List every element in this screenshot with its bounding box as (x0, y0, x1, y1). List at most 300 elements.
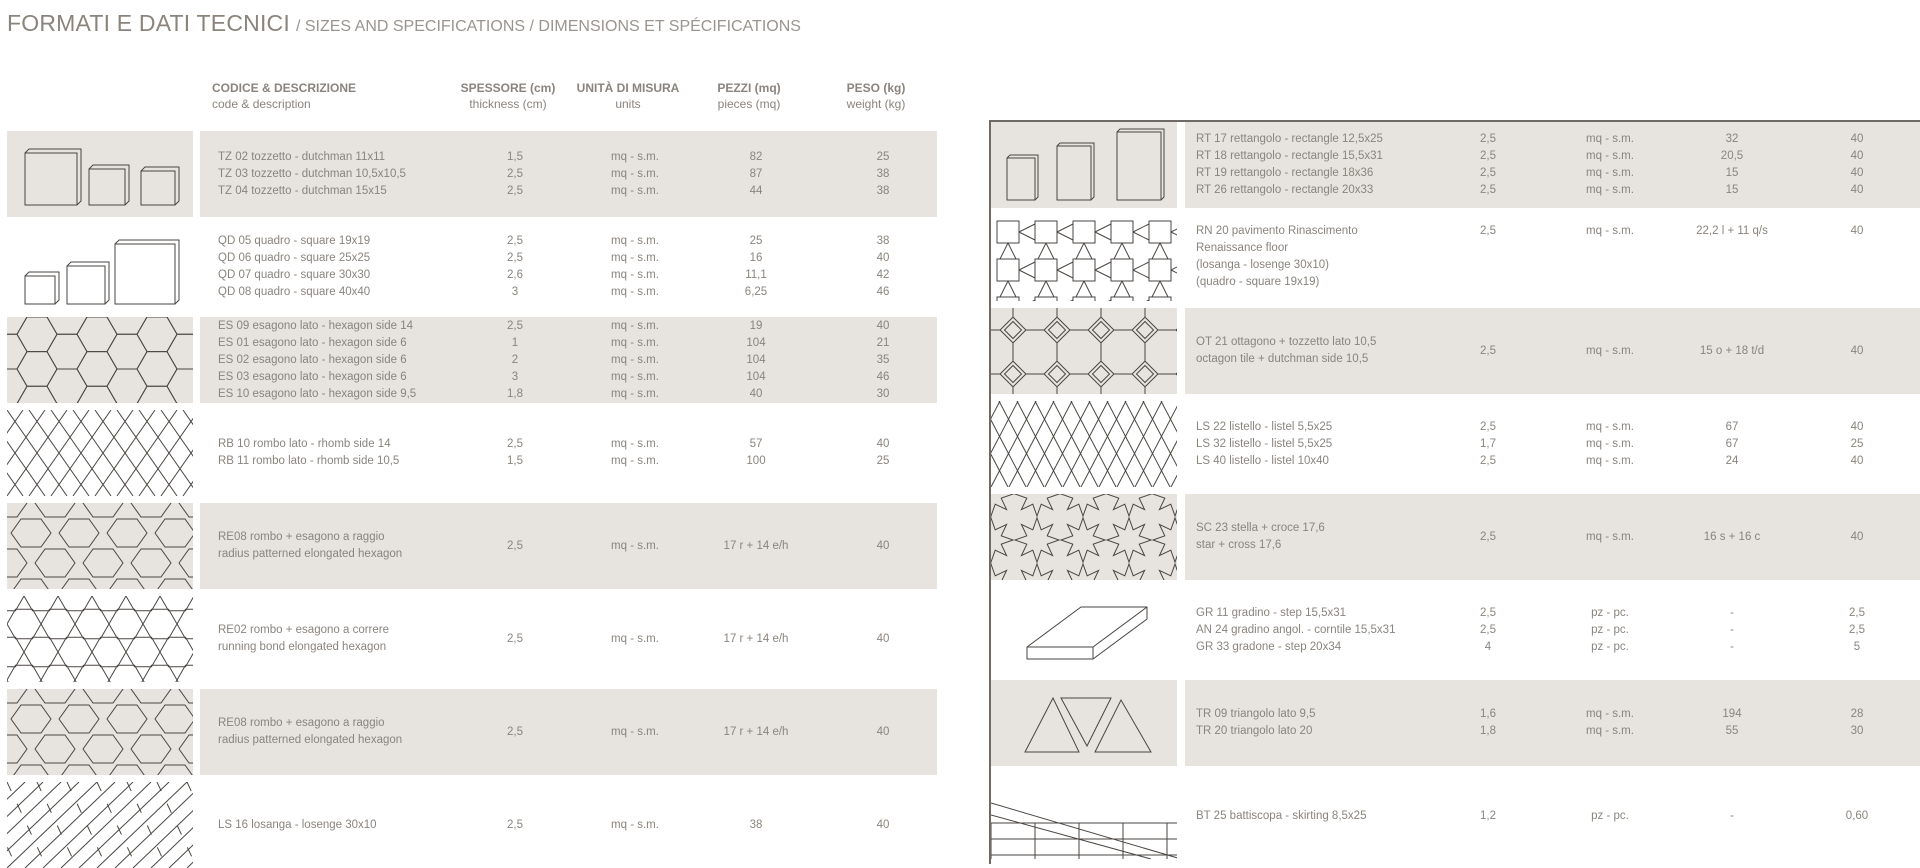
row-data (1185, 122, 1920, 208)
thickness-value (1480, 773, 1496, 859)
units-value-line: mq - s.m. (1586, 167, 1634, 179)
weight-value-line: 42 (876, 269, 890, 281)
units-value-line: mq - s.m. (611, 370, 659, 383)
code-description-line: TR 09 triangolo lato 9,5 (1196, 708, 1316, 720)
row-data (200, 131, 937, 217)
title-main: FORMATI E DATI TECNICI (7, 10, 290, 36)
pieces-value (750, 782, 763, 868)
units-value-line: mq - s.m. (1586, 184, 1634, 196)
code-description-line: LS 40 listello - listel 10x40 (1196, 454, 1329, 467)
pieces-value-line: 15 o + 18 t/d (1699, 344, 1765, 357)
weight-value (877, 410, 890, 496)
thickness-value-line: 1,2 (1480, 809, 1496, 822)
code-description-line: OT 21 ottagono + tozzetto lato 10,5 (1196, 336, 1377, 348)
code-description-line: LS 16 losanga - losenge 30x10 (218, 818, 377, 831)
code-description-line: QD 05 quadro - square 19x19 (218, 235, 371, 247)
thickness-value (1480, 680, 1496, 766)
code-description-line: radius patterned elongated hexagon (218, 734, 403, 746)
pieces-value-line: 17 r + 14 e/h (723, 539, 789, 552)
thickness-value-line: 4 (1484, 640, 1492, 653)
weight-value-line: 40 (1850, 150, 1864, 162)
units-value-line: mq - s.m. (611, 336, 659, 349)
code-description-line: RT 18 rettangolo - rectangle 15,5x31 (1196, 150, 1383, 162)
header-pieces: PEZZI (mq) pieces (mq) (717, 81, 781, 111)
weight-value-line: 40 (876, 539, 890, 552)
weight-value-line: 40 (1850, 167, 1864, 179)
units-value-line: mq - s.m. (1586, 150, 1634, 162)
losenge-pattern-icon (7, 782, 193, 868)
units-value-line: mq - s.m. (611, 353, 659, 366)
pieces-value (1700, 308, 1764, 394)
row-data (200, 410, 937, 496)
pieces-value-line: 16 (749, 252, 763, 264)
code-description-line: GR 11 gradino - step 15,5x31 (1196, 606, 1347, 619)
weight-value-line: 40 (1850, 133, 1864, 145)
units-value-line: mq - s.m. (611, 319, 659, 332)
weight-value (1846, 773, 1868, 859)
table-row (991, 122, 1920, 208)
weight-value-line: 40 (1850, 184, 1864, 196)
thickness-value-line: 2,5 (1480, 623, 1496, 636)
pieces-value-line: 55 (1725, 725, 1739, 737)
code-description-line: AN 24 gradino angol. - corntile 15,5x31 (1196, 623, 1396, 636)
weight-value-line: 30 (876, 387, 890, 400)
code-description-line: QD 07 quadro - square 30x30 (218, 269, 371, 281)
units-value-line: mq - s.m. (611, 455, 659, 467)
thickness-value-line: 2,5 (507, 438, 523, 450)
units-value-line: pz - pc. (1591, 606, 1629, 619)
thickness-value (1480, 308, 1496, 394)
rhomb-pattern-icon (7, 410, 193, 496)
weight-value (1851, 401, 1864, 487)
thickness-value-line: 1,6 (1480, 708, 1496, 720)
code-description (218, 596, 389, 682)
pieces-value-line: 67 (1725, 420, 1739, 433)
hexagon-pattern-icon (7, 317, 193, 403)
radius-hexagon-pattern-icon (7, 503, 193, 589)
row-data (1185, 308, 1920, 394)
header-code: CODICE & DESCRIZIONE code & description (212, 81, 357, 111)
units-value-line: mq - s.m. (611, 167, 659, 180)
row-data (200, 503, 937, 589)
row-data (1185, 215, 1920, 301)
weight-value (877, 224, 890, 310)
triangle-tiles-icon (991, 680, 1177, 766)
code-description-line: ES 10 esagono lato - hexagon side 9,5 (218, 387, 417, 400)
units-value-line: mq - s.m. (611, 252, 659, 264)
units-value (1586, 680, 1634, 766)
weight-value (1851, 122, 1864, 208)
weight-value-line: 40 (1850, 420, 1864, 433)
thickness-value-line: 1,8 (507, 387, 523, 400)
table-row (991, 680, 1920, 766)
code-description-line: ES 09 esagono lato - hexagon side 14 (218, 319, 414, 332)
weight-value-line: 40 (876, 438, 890, 450)
thickness-value-line: 2,5 (507, 632, 523, 645)
units-value (611, 317, 659, 403)
pieces-value-line: - (1730, 623, 1734, 636)
units-value (1586, 401, 1634, 487)
pieces-value (746, 317, 765, 403)
pieces-value-line: 16 s + 16 c (1703, 530, 1761, 543)
rectangle-tiles-icon (991, 122, 1177, 208)
weight-value-line: 40 (1850, 530, 1864, 543)
units-value (1586, 494, 1634, 580)
units-value-line: mq - s.m. (611, 632, 659, 645)
thickness-value-line: 2 (511, 353, 519, 366)
thickness-value-line: 2,5 (507, 818, 523, 831)
code-description (1196, 494, 1325, 580)
code-description-line: SC 23 stella + croce 17,6 (1196, 522, 1325, 534)
thickness-value-line: 2,5 (1480, 606, 1496, 619)
thickness-value (507, 317, 523, 403)
thickness-value (507, 689, 523, 775)
thickness-value-line: 3 (511, 370, 519, 383)
units-value (611, 689, 659, 775)
table-row (7, 224, 937, 310)
weight-value (877, 782, 890, 868)
units-value (611, 596, 659, 682)
pieces-value-line: 82 (749, 150, 763, 163)
units-value-line: mq - s.m. (1586, 437, 1634, 450)
code-description-line: RB 10 rombo lato - rhomb side 14 (218, 438, 391, 450)
pieces-value-line: 67 (1725, 437, 1739, 450)
thickness-value-line: 1,8 (1480, 725, 1496, 737)
table-row (7, 503, 937, 589)
units-value-line: mq - s.m. (1586, 344, 1634, 357)
row-data (200, 317, 937, 403)
weight-value-line: 25 (1850, 437, 1864, 450)
code-description (1196, 680, 1316, 766)
units-value (1586, 308, 1634, 394)
table-row (991, 494, 1920, 580)
pieces-value-line: 15 (1725, 167, 1739, 179)
pieces-value-line: 57 (749, 438, 763, 450)
units-value (1586, 122, 1634, 208)
weight-value-line: 2,5 (1849, 606, 1865, 619)
units-value-line: pz - pc. (1591, 640, 1629, 653)
thickness-value-line: 2,5 (1480, 167, 1496, 179)
pieces-value-line: - (1730, 606, 1734, 619)
code-description (218, 410, 399, 496)
thickness-value (1480, 401, 1496, 487)
row-data (1185, 587, 1920, 673)
thickness-value-line: 2,5 (1480, 344, 1496, 357)
pieces-value-line: 40 (749, 387, 763, 400)
units-value-line: mq - s.m. (611, 539, 659, 552)
title-subtitle: / SIZES AND SPECIFICATIONS / DIMENSIONS ET SPÉCIFICATIONS (295, 18, 801, 35)
weight-value-line: 40 (1850, 225, 1864, 237)
units-value-line: mq - s.m. (611, 269, 659, 281)
thickness-value-line: 2,5 (1480, 133, 1496, 145)
weight-value-line: 38 (876, 184, 890, 197)
units-value (611, 131, 659, 217)
units-value (1586, 215, 1634, 301)
pieces-value-line: 19 (749, 319, 763, 332)
units-value (1591, 587, 1629, 673)
code-description (1196, 122, 1383, 208)
thickness-value-line: 2,5 (507, 539, 523, 552)
code-description (218, 782, 377, 868)
units-value-line: mq - s.m. (611, 235, 659, 247)
code-description (1196, 587, 1395, 673)
code-description-line: ES 03 esagono lato - hexagon side 6 (218, 370, 407, 383)
units-value-line: mq - s.m. (611, 818, 659, 831)
units-value-line: mq - s.m. (611, 725, 659, 738)
weight-value (1851, 494, 1864, 580)
header-units: UNITÀ DI MISURA units (576, 81, 680, 111)
pieces-value (1722, 680, 1741, 766)
code-description-line: QD 08 quadro - square 40x40 (218, 286, 371, 298)
thickness-value-line: 2,5 (507, 184, 523, 197)
header-thickness: SPESSORE (cm) thickness (cm) (460, 81, 556, 111)
pieces-value-line: 25 (749, 235, 763, 247)
pieces-value (745, 224, 767, 310)
header-weight: PESO (kg) weight (kg) (846, 81, 906, 111)
weight-value-line: 25 (876, 150, 890, 163)
thickness-value-line: 1,7 (1480, 437, 1496, 450)
weight-value-line: 40 (876, 319, 890, 332)
weight-value-line: 38 (876, 235, 890, 247)
code-description-line: GR 33 gradone - step 20x34 (1196, 640, 1342, 653)
pieces-value-line: 24 (1725, 454, 1739, 467)
thickness-value (1480, 122, 1496, 208)
pieces-value-line: 104 (746, 353, 766, 366)
pieces-value (724, 689, 789, 775)
weight-value-line: 21 (876, 336, 890, 349)
units-value (611, 782, 659, 868)
pieces-value-line: - (1730, 640, 1734, 653)
code-description (218, 317, 416, 403)
pieces-value (750, 131, 763, 217)
square-tiles-icon (7, 224, 193, 310)
weight-value-line: 5 (1853, 640, 1861, 653)
pieces-value-line: 11,1 (745, 269, 767, 281)
skirting-icon (991, 773, 1177, 859)
code-description-line: TR 20 triangolo lato 20 (1196, 725, 1313, 737)
thickness-value (1480, 494, 1496, 580)
units-value-line: mq - s.m. (1586, 725, 1634, 737)
pieces-value (724, 503, 789, 589)
weight-value-line: 46 (876, 286, 890, 298)
step-tile-icon (991, 587, 1177, 673)
pieces-value-line: 100 (746, 455, 766, 467)
code-description-line: (losanga - losenge 30x10) (1196, 259, 1329, 271)
units-value-line: mq - s.m. (611, 286, 659, 298)
pieces-value-line: 104 (746, 370, 766, 383)
pieces-value (724, 596, 789, 682)
weight-value (1851, 215, 1864, 301)
weight-value-line: 40 (876, 725, 890, 738)
row-data (200, 596, 937, 682)
row-data (200, 689, 937, 775)
thickness-value (507, 782, 523, 868)
code-description-line: RT 26 rettangolo - rectangle 20x33 (1196, 184, 1374, 196)
weight-value (1849, 587, 1865, 673)
pieces-value (1730, 773, 1734, 859)
weight-value-line: 46 (876, 370, 890, 383)
weight-value-line: 40 (876, 252, 890, 264)
weight-value (877, 131, 890, 217)
thickness-value (507, 224, 523, 310)
running-bond-hexagon-icon (7, 596, 193, 682)
weight-value-line: 38 (876, 167, 890, 180)
renaissance-floor-icon (991, 215, 1177, 301)
code-description-line: ES 02 esagono lato - hexagon side 6 (218, 353, 407, 366)
weight-value-line: 30 (1850, 725, 1864, 737)
radius-hexagon-pattern-icon (7, 689, 193, 775)
code-description-line: RE08 rombo + esagono a raggio (218, 531, 385, 543)
table-row (7, 689, 937, 775)
weight-value (877, 317, 890, 403)
code-description-line: (quadro - square 19x19) (1196, 276, 1320, 288)
thickness-value-line: 2,5 (1480, 420, 1496, 433)
weight-value-line: 40 (1850, 454, 1864, 467)
thickness-value-line: 2,5 (507, 235, 523, 247)
thickness-value-line: 2,5 (507, 252, 523, 264)
pieces-value-line: 32 (1725, 133, 1739, 145)
pieces-value (1696, 215, 1768, 301)
pieces-value-line: 6,25 (744, 286, 768, 298)
row-data (1185, 680, 1920, 766)
thickness-value-line: 2,5 (507, 319, 523, 332)
table-row (991, 587, 1920, 673)
units-value-line: mq - s.m. (1586, 225, 1634, 237)
thickness-value-line: 2,5 (1480, 184, 1496, 196)
pieces-value-line: 44 (749, 184, 763, 197)
weight-value-line: 40 (876, 818, 890, 831)
weight-value (877, 689, 890, 775)
code-description (218, 503, 402, 589)
table-row (7, 596, 937, 682)
thickness-value-line: 2,5 (1480, 530, 1496, 543)
thickness-value-line: 2,5 (1480, 150, 1496, 162)
weight-value-line: 40 (1850, 344, 1864, 357)
thickness-value-line: 3 (511, 286, 519, 298)
star-cross-pattern-icon (991, 494, 1177, 580)
units-value-line: mq - s.m. (1586, 133, 1634, 145)
weight-value (877, 596, 890, 682)
units-value-line: mq - s.m. (1586, 530, 1634, 543)
pieces-value-line: 104 (746, 336, 766, 349)
thickness-value-line: 2,5 (507, 167, 523, 180)
herringbone-pattern-icon (991, 401, 1177, 487)
code-description-line: BT 25 battiscopa - skirting 8,5x25 (1196, 809, 1367, 822)
code-description-line: ES 01 esagono lato - hexagon side 6 (218, 336, 407, 349)
pieces-value-line: 194 (1722, 708, 1742, 720)
table-row (7, 782, 937, 868)
units-value-line: mq - s.m. (611, 387, 659, 400)
pieces-value (1730, 587, 1734, 673)
code-description-line: RN 20 pavimento Rinascimento (1196, 225, 1358, 237)
code-description (1196, 773, 1366, 859)
thickness-value-line: 1,5 (507, 455, 523, 467)
code-description (218, 689, 402, 775)
octagon-pattern-icon (991, 308, 1177, 394)
units-value-line: pz - pc. (1591, 623, 1629, 636)
units-value-line: pz - pc. (1591, 809, 1629, 822)
weight-value-line: 2,5 (1849, 623, 1865, 636)
units-value (611, 503, 659, 589)
thickness-value-line: 2,5 (507, 725, 523, 738)
code-description-line: running bond elongated hexagon (218, 641, 387, 653)
code-description (218, 131, 406, 217)
pieces-value-line: - (1730, 809, 1734, 822)
thickness-value-line: 2,5 (1480, 454, 1496, 467)
row-data (1185, 494, 1920, 580)
thickness-value (1480, 587, 1496, 673)
code-description (1196, 308, 1376, 394)
code-description-line: LS 32 listello - listel 5,5x25 (1196, 437, 1333, 450)
units-value-line: mq - s.m. (611, 438, 659, 450)
thickness-value-line: 2,5 (1480, 225, 1496, 237)
thickness-value-line: 1 (511, 336, 519, 349)
thickness-value (507, 596, 523, 682)
page-title (7, 10, 801, 37)
units-value (611, 224, 659, 310)
weight-value (1851, 308, 1864, 394)
code-description (1196, 401, 1332, 487)
pieces-value-line: 17 r + 14 e/h (723, 632, 789, 645)
code-description-line: RT 17 rettangolo - rectangle 12,5x25 (1196, 133, 1383, 145)
code-description-line: octagon tile + dutchman side 10,5 (1196, 353, 1369, 365)
units-value-line: mq - s.m. (1586, 420, 1634, 433)
weight-value-line: 25 (876, 455, 890, 467)
code-description-line: TZ 03 tozzetto - dutchman 10,5x10,5 (218, 167, 406, 180)
pieces-value-line: 38 (749, 818, 763, 831)
code-description-line: star + cross 17,6 (1196, 539, 1282, 551)
weight-value-line: 0,60 (1845, 809, 1869, 822)
table-row (991, 401, 1920, 487)
code-description-line: TZ 04 tozzetto - dutchman 15x15 (218, 184, 387, 197)
pieces-value (1721, 122, 1743, 208)
table-row (991, 308, 1920, 394)
units-value-line: mq - s.m. (611, 184, 659, 197)
pieces-value (746, 410, 765, 496)
units-value (1591, 773, 1629, 859)
dutchman-tiles-icon (7, 131, 193, 217)
thickness-value (1480, 215, 1496, 301)
table-row (991, 773, 1920, 859)
thickness-value (507, 503, 523, 589)
code-description (218, 224, 370, 310)
table-row (7, 317, 937, 403)
units-value-line: mq - s.m. (1586, 708, 1634, 720)
table-row (7, 131, 937, 217)
code-description-line: radius patterned elongated hexagon (218, 548, 403, 560)
thickness-value-line: 1,5 (507, 150, 523, 163)
code-description-line: RB 11 rombo lato - rhomb side 10,5 (218, 455, 400, 467)
pieces-value-line: 17 r + 14 e/h (723, 725, 789, 738)
row-data (200, 224, 937, 310)
table-row (991, 215, 1920, 301)
row-data (1185, 773, 1920, 859)
row-data (200, 782, 937, 868)
code-description-line: RT 19 rettangolo - rectangle 18x36 (1196, 167, 1374, 179)
code-description-line: LS 22 listello - listel 5,5x25 (1196, 420, 1333, 433)
weight-value-line: 35 (876, 353, 890, 366)
pieces-value-line: 20,5 (1720, 150, 1744, 162)
code-description (1196, 215, 1358, 301)
weight-value (1851, 680, 1864, 766)
thickness-value (507, 131, 523, 217)
code-description-line: TZ 02 tozzetto - dutchman 11x11 (218, 150, 386, 163)
thickness-value (507, 410, 523, 496)
units-value-line: mq - s.m. (1586, 454, 1634, 467)
pieces-value-line: 22,2 l + 11 q/s (1696, 225, 1768, 237)
pieces-value-line: 87 (749, 167, 763, 180)
code-description-line: RE02 rombo + esagono a correre (218, 624, 390, 636)
